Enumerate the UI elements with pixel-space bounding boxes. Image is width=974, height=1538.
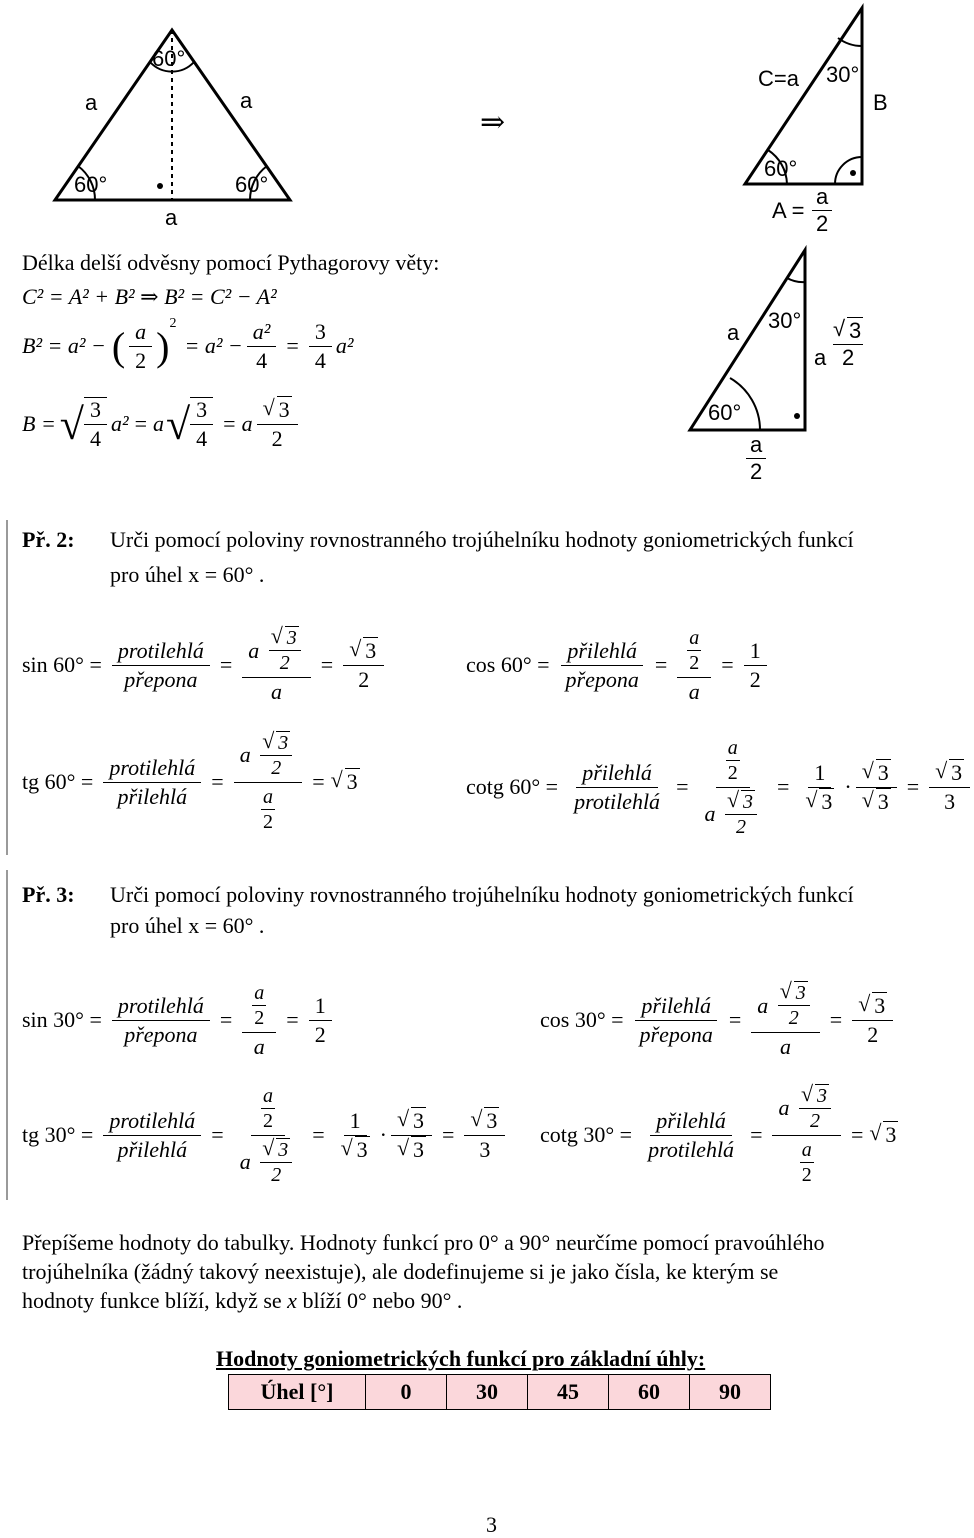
cotg60-result: √ $\frac{3}{3}$ — [929, 761, 970, 814]
pythag-line3-frac1 — [84, 397, 107, 451]
frac-num: 3 — [309, 320, 332, 347]
cos60-value-frac: $\frac{\frac{a}{2}}{a}$ — [677, 626, 711, 704]
frac-den: 4 — [89, 426, 101, 451]
cotg30-lhs: cotg 30° = — [540, 1122, 633, 1147]
frac-num: přilehlá — [635, 994, 717, 1021]
pythag-line2-sq: 2 — [169, 316, 177, 331]
table-angle-cell: 0 — [366, 1375, 447, 1410]
srt-base-num: a — [746, 432, 766, 459]
eq-bottom-side: a — [165, 205, 178, 230]
cotg30-result: √ 3 — [869, 1122, 898, 1148]
table-title: Hodnoty goniometrických funkcí pro základní úhly: — [216, 1346, 706, 1371]
paragraph-line3-a: hodnoty funkce blíží, když se — [22, 1288, 288, 1313]
table-angle-cell: 30 — [447, 1375, 528, 1410]
eq-left-side: a — [85, 90, 98, 115]
tg60-result: √ 3 — [331, 769, 360, 795]
paragraph-line2: trojúhelníka (žádný takový neexistuje), ale dodefinujeme si je jako čísla, ke kterým se — [22, 1259, 779, 1284]
srt-base-fraction — [746, 432, 766, 485]
sin30-result: $\frac{1}{2}$ — [309, 994, 332, 1047]
table-angle-cell: 90 — [690, 1375, 771, 1410]
paragraph-line3 — [22, 1288, 462, 1314]
srt-leg-fraction — [833, 318, 863, 371]
cos30-result: √ $\frac{3}{2}$ — [852, 994, 893, 1047]
srt-bottom-angle: 60° — [708, 400, 742, 425]
pythag-line3-frac3 — [257, 398, 298, 451]
sin60-formula: sin 60° = $\frac{\text{protilehlá}}{\text{přepona}}$ = a √ $\frac{3}{2}$ a = √ $\frac{3}{2}$ — [22, 620, 388, 710]
frac-den: 4 — [196, 426, 208, 451]
cos30-formula: cos 30° = $\frac{\text{přilehlá}}{\text{přepona}}$ = a √ $\frac{3}{2}$ a = √ $\frac{3}{2}$ — [540, 970, 897, 1070]
rt-hypotenuse: C=a — [758, 66, 799, 91]
pythag-line3-a2nd: a — [241, 411, 253, 436]
eq-top-angle: 60° — [152, 46, 186, 71]
tg30-f2: √ 3 √ 3 — [391, 1109, 432, 1162]
page-number: 3 — [486, 1512, 497, 1537]
srt-hyp: a — [727, 320, 740, 345]
pythag-line3: B = √ $\frac{3}{4}$ a² = a √ $\frac{3}{4}$ = a √ $\frac{3}{2}$ — [22, 392, 302, 456]
ex3-text1: Urči pomocí poloviny rovnostranného trojúhelníku hodnoty goniometrických funkcí — [110, 882, 854, 907]
tg30-lhs: tg 30° = — [22, 1122, 94, 1147]
srt-base-den: 2 — [750, 459, 763, 484]
pythag-line3-a: a — [152, 411, 164, 436]
frac-num: protilehlá — [112, 639, 210, 666]
ex3-text2: pro úhel x = 60° . — [110, 913, 265, 938]
cos60-formula: cos 60° = $\frac{\text{přilehlá}}{\text{přepona}}$ = $\frac{\frac{a}{2}}{a}$ = $\frac{1}{2}$ — [466, 620, 771, 710]
srt-leg-den: 2 — [842, 345, 855, 370]
sin60-lhs: sin 60° = — [22, 652, 102, 677]
sin60-result: √ $\frac{3}{2}$ — [343, 639, 384, 692]
cotg60-value-frac: $\frac{a}{2}$ a √ $\frac{3}{2}$ — [698, 736, 767, 839]
ex2-text2: pro úhel x = 60° . — [110, 562, 265, 587]
cotg30-value-frac: a √ $\frac{3}{2}$ $\frac{a}{2}$ — [772, 1084, 841, 1187]
pythag-heading: Délka delší odvěsny pomocí Pythagorovy věty: — [22, 250, 440, 275]
frac-den: přilehlá — [117, 1136, 188, 1162]
frac-den: 4 — [256, 347, 268, 373]
tg30-value-frac: $\frac{a}{2}$ a √ $\frac{3}{2}$ — [234, 1084, 303, 1187]
table-header-cell: Úhel [°] — [229, 1375, 366, 1410]
right-triangle-large — [745, 8, 862, 184]
eq-bottom-right-angle: 60° — [235, 172, 269, 197]
sin60-ratio — [112, 639, 210, 692]
tg30-f1: 1 √ 3 — [335, 1109, 376, 1162]
frac-den: přepona — [565, 666, 639, 692]
srt-top-angle: 30° — [768, 308, 802, 333]
paragraph-line1: Přepíšeme hodnoty do tabulky. Hodnoty funkcí pro 0° a 90° neurčíme pomocí pravoúhlého — [22, 1230, 825, 1255]
cotg60-f2: √ 3 √ 3 — [856, 761, 897, 814]
eq-right-side: a — [240, 88, 253, 113]
rt-top-angle: 30° — [826, 62, 860, 87]
tg30-result: √ $\frac{3}{3}$ — [464, 1109, 505, 1162]
rt-leg-den: 2 — [816, 211, 829, 236]
table-row — [229, 1375, 771, 1410]
tg60-formula: tg 60° = $\frac{\text{protilehlá}}{\text{přilehlá}}$ = a √ $\frac{3}{2}$ $\frac{a}{2}$ = √ 3 — [22, 722, 360, 842]
implies-arrow: ⇒ — [480, 106, 506, 139]
srt-leg-prefix: a — [814, 345, 827, 370]
frac-den: 4 — [314, 347, 326, 373]
eq-bottom-left-angle: 60° — [74, 172, 108, 197]
frac-num: 3 — [190, 398, 213, 425]
cos60-result: $\frac{1}{2}$ — [744, 639, 767, 692]
cotg30-ratio — [642, 1109, 740, 1162]
ex2-margin-bar — [6, 520, 8, 855]
frac-num: protilehlá — [112, 994, 210, 1021]
frac-num: přilehlá — [650, 1109, 732, 1136]
pythag-line3-a2: a² — [110, 411, 129, 436]
rt-leg-num: a — [812, 184, 832, 211]
pythag-line2-mid: = a² − — [184, 333, 243, 358]
cos60-lhs: cos 60° = — [466, 652, 550, 677]
pythag-line2: B² = a² − ( $\frac{a}{2}$ ) $^2$ = a² − $\frac{\text{a²}}{4}$ = $\frac{3}{4}$ a² — [22, 316, 354, 373]
cotg30-formula: cotg 30° = $\frac{\text{přilehlá}}{\text{protilehlá}}$ = a √ $\frac{3}{2}$ $\frac{a}{2}$ = √ 3 — [540, 1070, 898, 1200]
frac-num: protilehlá — [103, 756, 201, 783]
frac-den: přilehlá — [117, 783, 188, 809]
srt-leg-sqrt-val: 3 — [849, 318, 862, 343]
pythag-line3-lhs: B = — [22, 411, 56, 436]
frac-num: 3 — [278, 396, 290, 422]
pythag-line3-frac2 — [190, 397, 213, 451]
cotg60-ratio — [568, 761, 666, 814]
tg30-ratio — [103, 1109, 201, 1162]
frac-den: přepona — [124, 666, 198, 692]
cotg60-lhs: cotg 60° = — [466, 774, 559, 799]
ex3-margin-bar — [6, 870, 8, 1200]
ex2-label: Př. 2: — [22, 527, 75, 552]
table-angle-cell: 60 — [609, 1375, 690, 1410]
paragraph-line3-x: x — [287, 1288, 297, 1313]
goniometric-table — [228, 1374, 771, 1410]
pythag-line2-frac3 — [309, 320, 332, 373]
srt-leg-sqrt — [833, 318, 863, 345]
frac-den: 2 — [271, 425, 283, 451]
frac-num: 3 — [84, 398, 107, 425]
rt-leg-prefix: A = — [772, 198, 805, 223]
table-angle-cell: 45 — [528, 1375, 609, 1410]
pythag-line2-end: a² — [335, 333, 354, 358]
frac-den: protilehlá — [574, 788, 661, 814]
sin30-lhs: sin 30° = — [22, 1007, 102, 1032]
frac-den: přepona — [639, 1021, 713, 1047]
pythag-line2-paren-frac — [129, 320, 152, 373]
tg30-formula: tg 30° = $\frac{\text{protilehlá}}{\text{přilehlá}}$ = $\frac{a}{2}$ a √ $\frac{3}{2}$ = 1 √ 3 · √ 3 √ 3 = √ $\frac{3}{3}$ — [22, 1070, 509, 1200]
frac-num: přilehlá — [576, 761, 658, 788]
pythag-line1: C² = A² + B² ⇒ B² = C² − A² — [22, 284, 277, 309]
cos30-lhs: cos 30° = — [540, 1007, 624, 1032]
frac-num: a — [129, 320, 152, 347]
sin30-ratio — [112, 994, 210, 1047]
sin60-value-frac: a √ $\frac{3}{2}$ a — [242, 626, 311, 704]
tg60-lhs: tg 60° = — [22, 769, 94, 794]
ex2-text1: Urči pomocí poloviny rovnostranného trojúhelníku hodnoty goniometrických funkcí — [110, 527, 854, 552]
pythag-line2-frac2 — [247, 320, 277, 373]
frac-den: přepona — [124, 1021, 198, 1047]
tg60-ratio — [103, 756, 201, 809]
tg60-value-frac: a √ $\frac{3}{2}$ $\frac{a}{2}$ — [234, 731, 303, 834]
frac-num: protilehlá — [103, 1109, 201, 1136]
cotg60-f1: 1 √ 3 — [799, 761, 840, 814]
paragraph-line3-b: blíží 0° nebo 90° . — [296, 1288, 463, 1313]
ex3-label: Př. 3: — [22, 882, 75, 907]
cos60-ratio — [560, 639, 645, 692]
sin30-value-frac: $\frac{\frac{a}{2}}{a}$ — [242, 981, 276, 1059]
cotg60-formula: cotg 60° = $\frac{\text{přilehlá}}{\text{protilehlá}}$ = $\frac{a}{2}$ a √ $\frac{3}{2}$ = 1 √ 3 · √ 3 √ 3 = √ $\frac{3}{3}$ — [466, 722, 974, 852]
frac-den: protilehlá — [648, 1136, 735, 1162]
rt-leg-fraction — [812, 184, 832, 237]
frac-num: přilehlá — [561, 639, 643, 666]
frac-den: 2 — [135, 347, 147, 373]
pythag-line2-lhs: B² = a² − — [22, 333, 106, 358]
frac-num: a² — [247, 320, 277, 347]
rt-vertex-b: B — [873, 90, 888, 115]
sin30-formula: sin 30° = $\frac{\text{protilehlá}}{\text{přepona}}$ = $\frac{\frac{a}{2}}{a}$ = $\frac{1}{2}$ — [22, 970, 336, 1070]
rt-bottom-angle: 60° — [764, 156, 798, 181]
cos30-ratio — [634, 994, 719, 1047]
cos30-value-frac: a √ $\frac{3}{2}$ a — [751, 981, 820, 1059]
